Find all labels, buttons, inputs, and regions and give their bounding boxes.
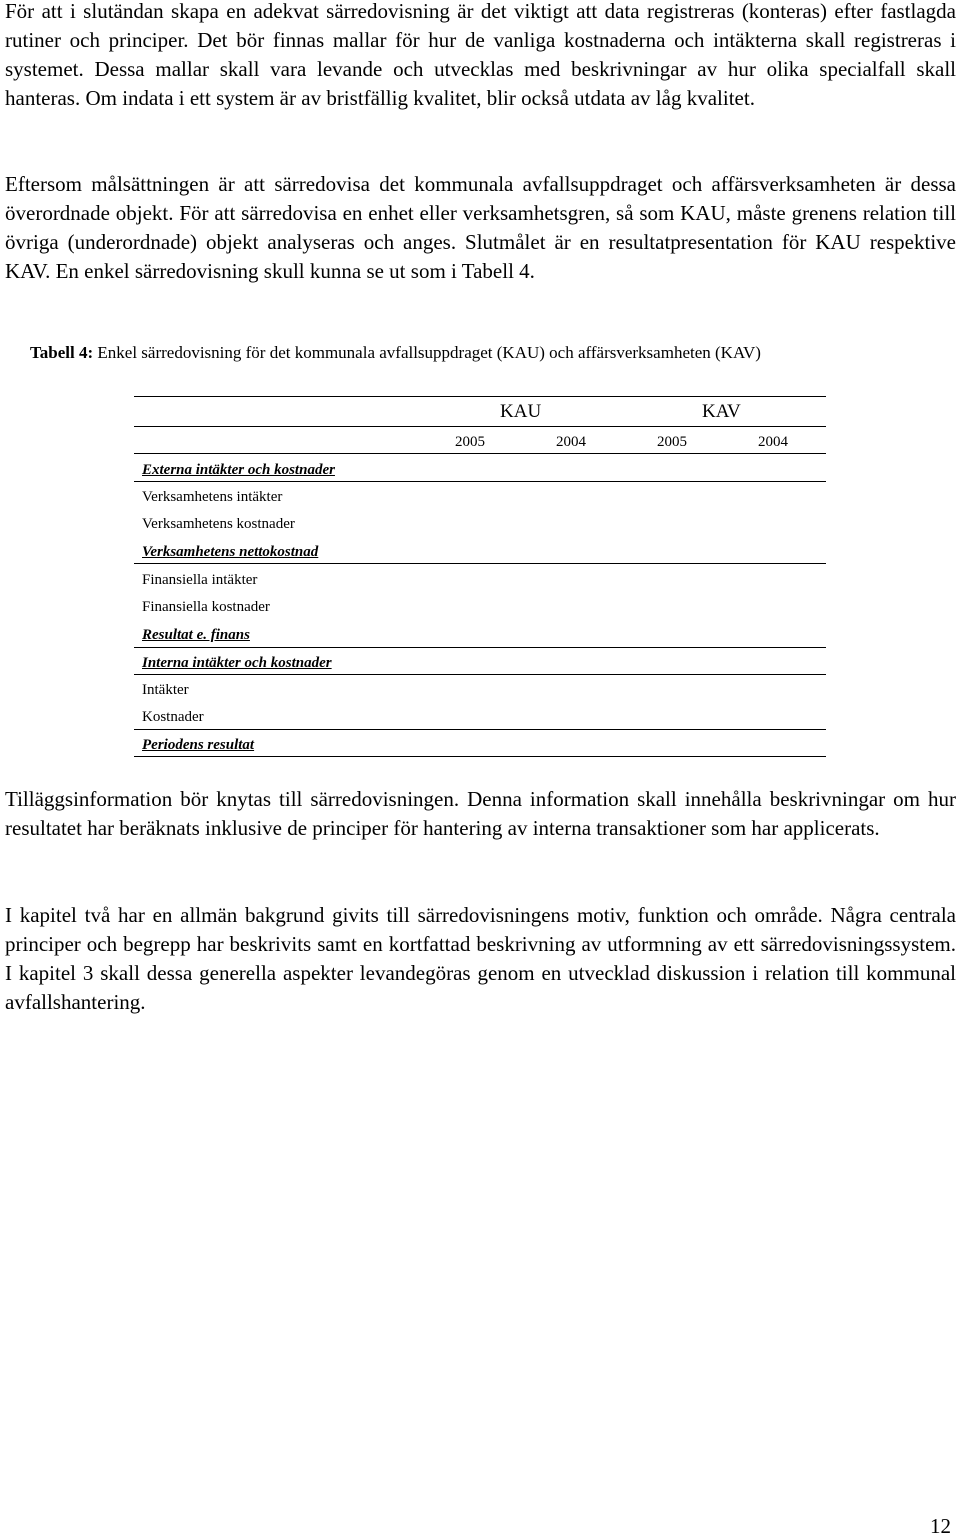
table-rule	[134, 426, 826, 427]
row-label: Finansiella kostnader	[142, 599, 270, 615]
year-header: 2004	[758, 434, 788, 450]
row-label: Externa intäkter och kostnader	[142, 462, 335, 478]
row-label: Interna intäkter och kostnader	[142, 655, 332, 671]
table-rule	[134, 729, 826, 730]
table-caption	[30, 341, 950, 365]
row-label: Verksamhetens intäkter	[142, 489, 283, 505]
row-label: Resultat e. finans	[142, 627, 250, 643]
table-caption-label: Tabell 4:	[30, 343, 94, 362]
table-rule	[134, 674, 826, 675]
table-rule	[134, 453, 826, 454]
row-label: Finansiella intäkter	[142, 572, 258, 588]
year-header: 2005	[657, 434, 687, 450]
row-label: Verksamhetens kostnader	[142, 516, 295, 532]
paragraph-objectives: Eftersom målsättningen är att särredovisa det kommunala avfallsuppdraget och affärsverksamheten är dessa överordnade objekt. För att särredovisa en enhet eller verksamhetsgren, så som KAU, måste grenens relation till övriga (underordnade) objekt analyseras och anges. Slutmålet är en resultatpresentation för KAU respektive KAV. En enkel särredovisning skull kunna se ut som i Tabell 4.	[5, 172, 956, 283]
row-label: Kostnader	[142, 709, 204, 725]
row-label: Verksamhetens nettokostnad	[142, 544, 319, 560]
year-header: 2005	[455, 434, 485, 450]
group-header-kau: KAU	[500, 401, 542, 422]
table-top-rule	[134, 396, 826, 397]
table-bottom-rule	[134, 756, 826, 757]
table-rule	[134, 563, 826, 564]
paragraph-chapter-summary: I kapitel två har en allmän bakgrund givits till särredovisningens motiv, funktion och område. Några centrala principer och begrepp har beskrivits samt en kortfattad beskrivning av utformning av ett särredovisningssystem. I kapitel 3 skall dessa generella aspekter levandegöras genom en utvecklad diskussion i relation till kommunal avfallshantering.	[5, 903, 956, 1014]
group-header-kav: KAV	[702, 401, 741, 422]
table-rule	[134, 481, 826, 482]
paragraph-data-registration: För att i slutändan skapa en adekvat särredovisning är det viktigt att data registreras (konteras) efter fastlagda rutiner och principer. Det bör finnas mallar för hur de vanliga kostnaderna och intäkterna skall registreras i systemet. Dessa mallar skall vara levande och utvecklas med beskrivningar av hur olika specialfall skall hanteras. Om indata i ett system är av bristfällig kvalitet, blir också utdata av låg kvalitet.	[5, 0, 956, 110]
row-label: Periodens resultat	[142, 737, 255, 753]
segment-reporting-table	[134, 396, 826, 761]
page-number: 12	[930, 1514, 951, 1538]
table-rule	[134, 647, 826, 648]
year-header: 2004	[556, 434, 586, 450]
table-caption-text: Enkel särredovisning för det kommunala avfallsuppdraget (KAU) och affärsverksamheten (KAV)	[93, 343, 761, 362]
row-label: Intäkter	[142, 682, 189, 698]
paragraph-supplementary-info: Tilläggsinformation bör knytas till särredovisningen. Denna information skall innehålla beskrivningar om hur resultatet har beräknats inklusive de principer för hantering av interna transaktioner som har applicerats.	[5, 787, 956, 840]
